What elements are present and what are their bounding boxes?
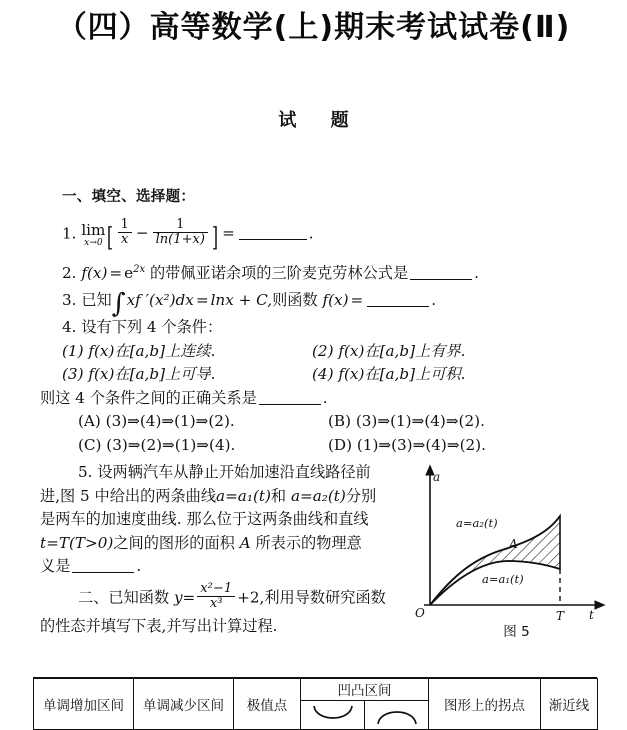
table-header-row-1 bbox=[34, 678, 598, 701]
frac1-numerator: 1 bbox=[120, 216, 129, 232]
q5-area-A: A bbox=[239, 533, 251, 552]
page-title: （四）高等数学(上)期末考试试卷(Ⅱ) bbox=[56, 10, 571, 45]
limit-operator bbox=[81, 223, 105, 248]
q4-condition-1: (1) f(x)在[a,b]上连续. bbox=[62, 341, 216, 360]
header-decreasing-interval: 单调减少区间 bbox=[134, 678, 234, 730]
header-asymptote: 渐近线 bbox=[541, 678, 598, 730]
q2-text: 的带佩亚诺余项的三阶麦克劳林公式是 bbox=[149, 264, 409, 283]
section-two-y-equals: y= bbox=[173, 588, 196, 607]
figure-caption: 图 5 bbox=[503, 624, 530, 640]
header-concave-up-symbol bbox=[301, 701, 365, 730]
q2-period: . bbox=[474, 264, 479, 283]
header-inflection-point: 图形上的拐点 bbox=[429, 678, 541, 730]
q1-number: 1. bbox=[62, 224, 77, 243]
q3-equals: = bbox=[195, 290, 209, 309]
q5-t-equals-T: t=T(T>0) bbox=[40, 533, 114, 552]
q2-e-base: e bbox=[124, 264, 134, 283]
q4-question-line bbox=[40, 387, 540, 411]
frac1-denominator: x bbox=[118, 232, 132, 247]
q2-fx: f(x) bbox=[81, 264, 108, 283]
q5-number: 5. bbox=[78, 463, 93, 482]
fraction-one-over-ln bbox=[153, 218, 208, 247]
q5-line-4d: 所表示的物理意 bbox=[255, 533, 362, 552]
label-a-axis: a bbox=[433, 470, 441, 484]
q4-condition-3: (3) f(x)在[a,b]上可导. bbox=[62, 365, 216, 384]
q1-period: . bbox=[308, 224, 314, 243]
section-one-heading: 一、填空、选择题： bbox=[62, 189, 196, 205]
q4-conditions-row-2 bbox=[40, 363, 540, 387]
q3-fx: f(x) bbox=[322, 290, 349, 309]
q4-options-row-2 bbox=[40, 434, 540, 458]
q1-equals: = bbox=[222, 224, 235, 243]
section-two-tail-1: 利用导数研究函数 bbox=[264, 588, 386, 607]
q5-curve-a2: a=a₂(t) bbox=[290, 486, 346, 505]
section-two-plus-two: +2, bbox=[237, 588, 265, 607]
q4-options-row-1 bbox=[40, 410, 540, 434]
question-1 bbox=[40, 216, 540, 253]
bracket-close: ] bbox=[211, 222, 219, 253]
frac2-denominator: ln(1+x) bbox=[153, 232, 208, 247]
section-two-tail-2: 的性态并填写下表,并写出计算过程. bbox=[40, 617, 278, 636]
q5-curve-a1: a=a₁(t) bbox=[216, 486, 271, 505]
figure-5-graphic bbox=[415, 470, 624, 645]
properties-table-wrap bbox=[33, 678, 597, 728]
section-two-frac-denominator: x³ bbox=[197, 596, 235, 611]
header-concave-down-symbol bbox=[365, 701, 429, 730]
q5-line-2e: 分别 bbox=[345, 486, 377, 505]
q3-then: 则函数 bbox=[272, 290, 318, 309]
q5-line-1-text: 设两辆汽车从静止开始加速沿直线路径前 bbox=[97, 463, 371, 482]
q4-conditions-row-1 bbox=[40, 340, 540, 364]
label-curve-a1: a=a₁(t) bbox=[482, 572, 524, 586]
q4-condition-2: (2) f(x)在[a,b]上有界. bbox=[312, 341, 466, 360]
header-increasing-interval: 单调增加区间 bbox=[34, 678, 134, 730]
q5-line-2c: 和 bbox=[270, 486, 287, 505]
fraction-one-over-x bbox=[118, 218, 132, 247]
q4-period: . bbox=[322, 388, 328, 407]
q2-number: 2. bbox=[62, 264, 77, 283]
section-two-fraction bbox=[197, 582, 235, 611]
q4-condition-4: (4) f(x)在[a,b]上可积. bbox=[312, 365, 466, 384]
concave-up-icon bbox=[309, 704, 357, 726]
header-extremum-point: 极值点 bbox=[234, 678, 301, 730]
q4-option-d[interactable]: (D) (1)⇒(3)⇒(4)⇒(2). bbox=[328, 435, 486, 454]
q5-line-3-text: 是两车的加速度曲线. 那么位于这两条曲线和直线 bbox=[40, 510, 369, 529]
minus-sign: − bbox=[135, 224, 149, 243]
section-two-frac-numerator: x²−1 bbox=[200, 581, 233, 597]
concave-down-icon bbox=[373, 704, 421, 726]
q3-integrand: xf ′(x²)dx bbox=[126, 290, 194, 309]
function-properties-table bbox=[33, 678, 598, 730]
section-two-lead: 二、已知函数 bbox=[78, 588, 170, 607]
bracket-open: [ bbox=[107, 222, 114, 253]
q5-line-5-text: 义是 bbox=[40, 557, 71, 576]
q4-option-b[interactable]: (B) (3)⇒(1)⇒(4)⇒(2). bbox=[328, 412, 485, 431]
q4-number: 4. bbox=[62, 318, 77, 337]
q5-answer-blank[interactable] bbox=[72, 560, 134, 574]
q5-line-2a: 进,图 5 中给出的两条曲线 bbox=[40, 486, 217, 505]
frac2-numerator: 1 bbox=[176, 216, 185, 232]
q3-rhs: lnx + C, bbox=[210, 290, 273, 309]
q2-e-exponent: 2x bbox=[133, 264, 146, 276]
header-concavity-interval: 凹凸区间 bbox=[301, 678, 429, 701]
q4-question-text: 则这 4 个条件之间的正确关系是 bbox=[40, 388, 257, 407]
q4-stem-text: 设有下列 4 个条件： bbox=[81, 318, 223, 337]
label-curve-a2: a=a₂(t) bbox=[456, 516, 498, 530]
label-origin: O bbox=[415, 606, 425, 620]
q2-answer-blank[interactable] bbox=[410, 267, 472, 281]
q3-known: 已知 bbox=[81, 290, 112, 309]
label-area-A: A bbox=[509, 537, 518, 551]
label-T: T bbox=[556, 609, 565, 623]
q2-equals: = bbox=[109, 264, 123, 283]
q4-answer-blank[interactable] bbox=[259, 391, 321, 405]
question-4-stem bbox=[40, 316, 540, 340]
integral-sign: ∫ bbox=[111, 288, 126, 320]
lim-label: lim bbox=[81, 221, 106, 240]
q3-number: 3. bbox=[62, 290, 77, 309]
label-t-axis: t bbox=[589, 608, 594, 622]
lim-subscript: x→0 bbox=[84, 238, 103, 249]
q3-period: . bbox=[431, 290, 437, 309]
acceleration-curves-svg bbox=[415, 470, 624, 645]
q3-equals2: = bbox=[350, 290, 364, 309]
q4-option-a[interactable]: (A) (3)⇒(4)⇒(1)⇒(2). bbox=[78, 412, 235, 431]
q3-answer-blank[interactable] bbox=[367, 293, 429, 307]
q4-option-c[interactable]: (C) (3)⇒(2)⇒(1)⇒(4). bbox=[78, 435, 236, 454]
question-2 bbox=[40, 258, 540, 286]
exam-section-heading: 试 题 bbox=[278, 110, 363, 131]
q5-period: . bbox=[136, 557, 142, 576]
q1-answer-blank[interactable] bbox=[239, 226, 307, 240]
q5-line-4b: 之间的图形的面积 bbox=[113, 533, 235, 552]
question-3 bbox=[40, 288, 540, 320]
